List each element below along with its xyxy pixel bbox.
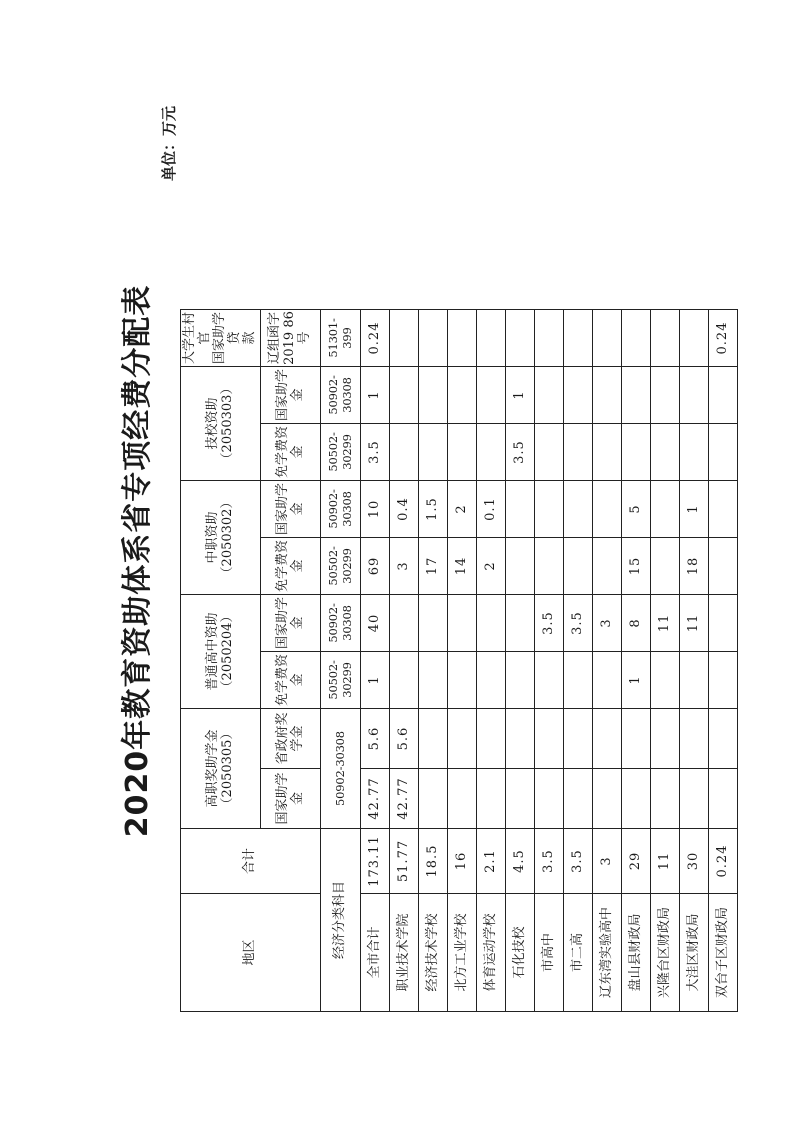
cell-jx-nat <box>564 367 593 424</box>
table-row <box>564 250 593 1012</box>
cell-jx-free <box>419 424 448 481</box>
cell-dx <box>680 310 709 367</box>
document-title: 2020年教育资助体系省专项经费分配表 <box>120 284 155 838</box>
cell-jx-nat: 1 <box>361 367 390 424</box>
row-name: 盘山县财政局 <box>622 894 651 1012</box>
cell-gz-nat <box>506 769 535 829</box>
cell-jx-free <box>680 424 709 481</box>
cell-jx-free <box>651 424 680 481</box>
code-zz-nat: 50902-30308 <box>321 481 361 538</box>
cell-zz-free <box>651 538 680 595</box>
table-row <box>593 250 622 1012</box>
cell-pt-nat: 3.5 <box>564 595 593 652</box>
cell-pt-nat: 3.5 <box>535 595 564 652</box>
cell-gz-prov <box>651 709 680 769</box>
cell-pt-nat: 8 <box>622 595 651 652</box>
cell-gz-nat <box>477 769 506 829</box>
cell-jx-free <box>535 424 564 481</box>
cell-total: 173.11 <box>361 829 390 894</box>
header-zz-national: 国家助学金 <box>261 481 321 538</box>
cell-gz-nat <box>535 769 564 829</box>
header-zz-free: 免学费资金 <box>261 538 321 595</box>
row-name: 双台子区财政局 <box>709 894 738 1012</box>
cell-total: 29 <box>622 829 651 894</box>
cell-dx <box>651 310 680 367</box>
cell-gz-nat <box>419 769 448 829</box>
cell-zz-free: 14 <box>448 538 477 595</box>
header-gz-national: 国家助学金 <box>261 769 321 829</box>
cell-pt-free: 1 <box>622 652 651 709</box>
code-dx: 51301-399 <box>321 310 361 367</box>
cell-zz-nat: 5 <box>622 481 651 538</box>
cell-jx-nat <box>651 367 680 424</box>
code-gz: 50902-30308 <box>321 709 361 829</box>
cell-gz-prov <box>419 709 448 769</box>
cell-zz-nat <box>651 481 680 538</box>
cell-pt-free <box>506 652 535 709</box>
cell-dx: 0.24 <box>361 310 390 367</box>
header-jx-free: 免学费资金 <box>261 424 321 481</box>
cell-zz-nat: 10 <box>361 481 390 538</box>
cell-pt-nat <box>709 595 738 652</box>
row-name: 职业技术学院 <box>390 894 419 1012</box>
row-name: 辽东湾实验高中 <box>593 894 622 1012</box>
cell-jx-nat <box>709 367 738 424</box>
cell-total: 3.5 <box>564 829 593 894</box>
cell-jx-nat <box>419 367 448 424</box>
code-jx-nat: 50902-30308 <box>321 367 361 424</box>
table-row <box>506 250 535 1012</box>
cell-gz-prov <box>680 709 709 769</box>
cell-jx-free <box>390 424 419 481</box>
cell-zz-nat: 2 <box>448 481 477 538</box>
cell-gz-nat <box>651 769 680 829</box>
cell-zz-free: 15 <box>622 538 651 595</box>
cell-dx <box>622 310 651 367</box>
cell-zz-free <box>564 538 593 595</box>
header-jx-group: 技校资助（2050303） <box>181 367 261 481</box>
cell-zz-free <box>709 538 738 595</box>
cell-total: 4.5 <box>506 829 535 894</box>
cell-zz-free: 3 <box>390 538 419 595</box>
cell-dx <box>593 310 622 367</box>
cell-jx-free <box>709 424 738 481</box>
cell-jx-nat <box>477 367 506 424</box>
cell-pt-free <box>709 652 738 709</box>
table-row <box>477 250 506 1012</box>
cell-zz-nat: 0.1 <box>477 481 506 538</box>
cell-zz-free <box>506 538 535 595</box>
cell-gz-nat <box>593 769 622 829</box>
cell-pt-free <box>651 652 680 709</box>
header-pt-free: 免学费资金 <box>261 652 321 709</box>
row-name: 石化技校 <box>506 894 535 1012</box>
cell-zz-free: 18 <box>680 538 709 595</box>
table-row <box>448 250 477 1012</box>
cell-zz-free: 2 <box>477 538 506 595</box>
cell-total: 51.77 <box>390 829 419 894</box>
cell-gz-prov <box>564 709 593 769</box>
cell-pt-free <box>535 652 564 709</box>
cell-gz-prov <box>622 709 651 769</box>
cell-pt-nat <box>506 595 535 652</box>
row-name: 市二高 <box>564 894 593 1012</box>
cell-zz-nat <box>564 481 593 538</box>
unit-label: 单位：万元 <box>160 106 178 182</box>
header-pt-national: 国家助学金 <box>261 595 321 652</box>
cell-jx-nat <box>448 367 477 424</box>
cell-total: 16 <box>448 829 477 894</box>
code-pt-nat: 50902-30308 <box>321 595 361 652</box>
table-row <box>680 250 709 1012</box>
cell-pt-nat <box>390 595 419 652</box>
table-row <box>419 250 448 1012</box>
cell-zz-nat: 1 <box>680 481 709 538</box>
cell-total: 2.1 <box>477 829 506 894</box>
cell-pt-nat: 11 <box>680 595 709 652</box>
cell-total: 3.5 <box>535 829 564 894</box>
cell-jx-free: 3.5 <box>506 424 535 481</box>
cell-pt-nat <box>419 595 448 652</box>
cell-gz-nat <box>564 769 593 829</box>
header-pt-group: 普通高中资助 （2050204） <box>181 595 261 709</box>
cell-zz-nat <box>535 481 564 538</box>
cell-gz-prov <box>477 709 506 769</box>
cell-jx-free <box>448 424 477 481</box>
cell-jx-free: 3.5 <box>361 424 390 481</box>
cell-jx-free <box>622 424 651 481</box>
table-row <box>709 250 738 1012</box>
cell-total: 11 <box>651 829 680 894</box>
cell-total: 18.5 <box>419 829 448 894</box>
code-jx-free: 50502-30299 <box>321 424 361 481</box>
cell-dx <box>506 310 535 367</box>
cell-jx-nat <box>622 367 651 424</box>
code-pt-free: 50502-30299 <box>321 652 361 709</box>
cell-dx <box>535 310 564 367</box>
cell-zz-nat <box>593 481 622 538</box>
row-name: 全市合计 <box>361 894 390 1012</box>
table-row <box>622 250 651 1012</box>
table-row <box>535 250 564 1012</box>
header-region: 地区 <box>181 894 321 1012</box>
table-row <box>390 250 419 1012</box>
cell-total: 3 <box>593 829 622 894</box>
cell-pt-free <box>593 652 622 709</box>
cell-dx <box>448 310 477 367</box>
cell-dx <box>564 310 593 367</box>
cell-pt-nat: 40 <box>361 595 390 652</box>
cell-jx-nat <box>535 367 564 424</box>
cell-pt-free <box>390 652 419 709</box>
cell-pt-nat <box>477 595 506 652</box>
cell-total: 30 <box>680 829 709 894</box>
cell-pt-free: 1 <box>361 652 390 709</box>
cell-gz-prov: 5.6 <box>361 709 390 769</box>
cell-zz-nat <box>709 481 738 538</box>
table-row <box>361 250 390 1012</box>
cell-total: 0.24 <box>709 829 738 894</box>
cell-gz-prov <box>535 709 564 769</box>
cell-jx-nat <box>390 367 419 424</box>
cell-gz-nat: 42.77 <box>361 769 390 829</box>
cell-gz-prov: 5.6 <box>390 709 419 769</box>
cell-gz-prov <box>709 709 738 769</box>
row-name: 北方工业学校 <box>448 894 477 1012</box>
cell-pt-free <box>419 652 448 709</box>
cell-gz-nat <box>709 769 738 829</box>
header-jx-national: 国家助学金 <box>261 367 321 424</box>
header-econ-class: 经济分类科目 <box>321 829 361 1012</box>
cell-zz-nat: 1.5 <box>419 481 448 538</box>
cell-jx-free <box>593 424 622 481</box>
cell-gz-prov <box>593 709 622 769</box>
cell-gz-prov <box>448 709 477 769</box>
cell-pt-nat: 11 <box>651 595 680 652</box>
header-dx-doc: 辽组函字 2019 86号 <box>261 310 321 367</box>
cell-pt-nat: 3 <box>593 595 622 652</box>
cell-jx-free <box>477 424 506 481</box>
header-total: 合计 <box>181 829 321 894</box>
cell-zz-nat <box>506 481 535 538</box>
cell-zz-nat: 0.4 <box>390 481 419 538</box>
cell-dx <box>419 310 448 367</box>
row-name: 大洼区财政局 <box>680 894 709 1012</box>
row-name: 经济技术学校 <box>419 894 448 1012</box>
cell-dx: 0.24 <box>709 310 738 367</box>
cell-gz-nat <box>448 769 477 829</box>
cell-dx <box>390 310 419 367</box>
cell-gz-nat <box>680 769 709 829</box>
row-name: 兴隆台区财政局 <box>651 894 680 1012</box>
cell-pt-nat <box>448 595 477 652</box>
cell-jx-nat: 1 <box>506 367 535 424</box>
row-name: 体育运动学校 <box>477 894 506 1012</box>
cell-zz-free <box>535 538 564 595</box>
header-zz-group: 中职资助（2050302） <box>181 481 261 595</box>
cell-gz-nat: 42.77 <box>390 769 419 829</box>
cell-jx-nat <box>593 367 622 424</box>
cell-pt-free <box>448 652 477 709</box>
code-zz-free: 50502-30299 <box>321 538 361 595</box>
allocation-table <box>180 249 738 1012</box>
row-name: 市高中 <box>535 894 564 1012</box>
header-gz-provincial: 省政府奖学金 <box>261 709 321 769</box>
cell-pt-free <box>564 652 593 709</box>
cell-gz-nat <box>622 769 651 829</box>
cell-pt-free <box>680 652 709 709</box>
table-row <box>651 250 680 1012</box>
cell-zz-free <box>593 538 622 595</box>
cell-gz-prov <box>506 709 535 769</box>
cell-pt-free <box>477 652 506 709</box>
cell-zz-free: 17 <box>419 538 448 595</box>
cell-dx <box>477 310 506 367</box>
header-dx-group: 大学生村官 国家助学贷 款 <box>181 310 261 367</box>
header-gz-group: 高职奖助学金 （2050305） <box>181 709 261 829</box>
cell-jx-free <box>564 424 593 481</box>
cell-jx-nat <box>680 367 709 424</box>
cell-zz-free: 69 <box>361 538 390 595</box>
